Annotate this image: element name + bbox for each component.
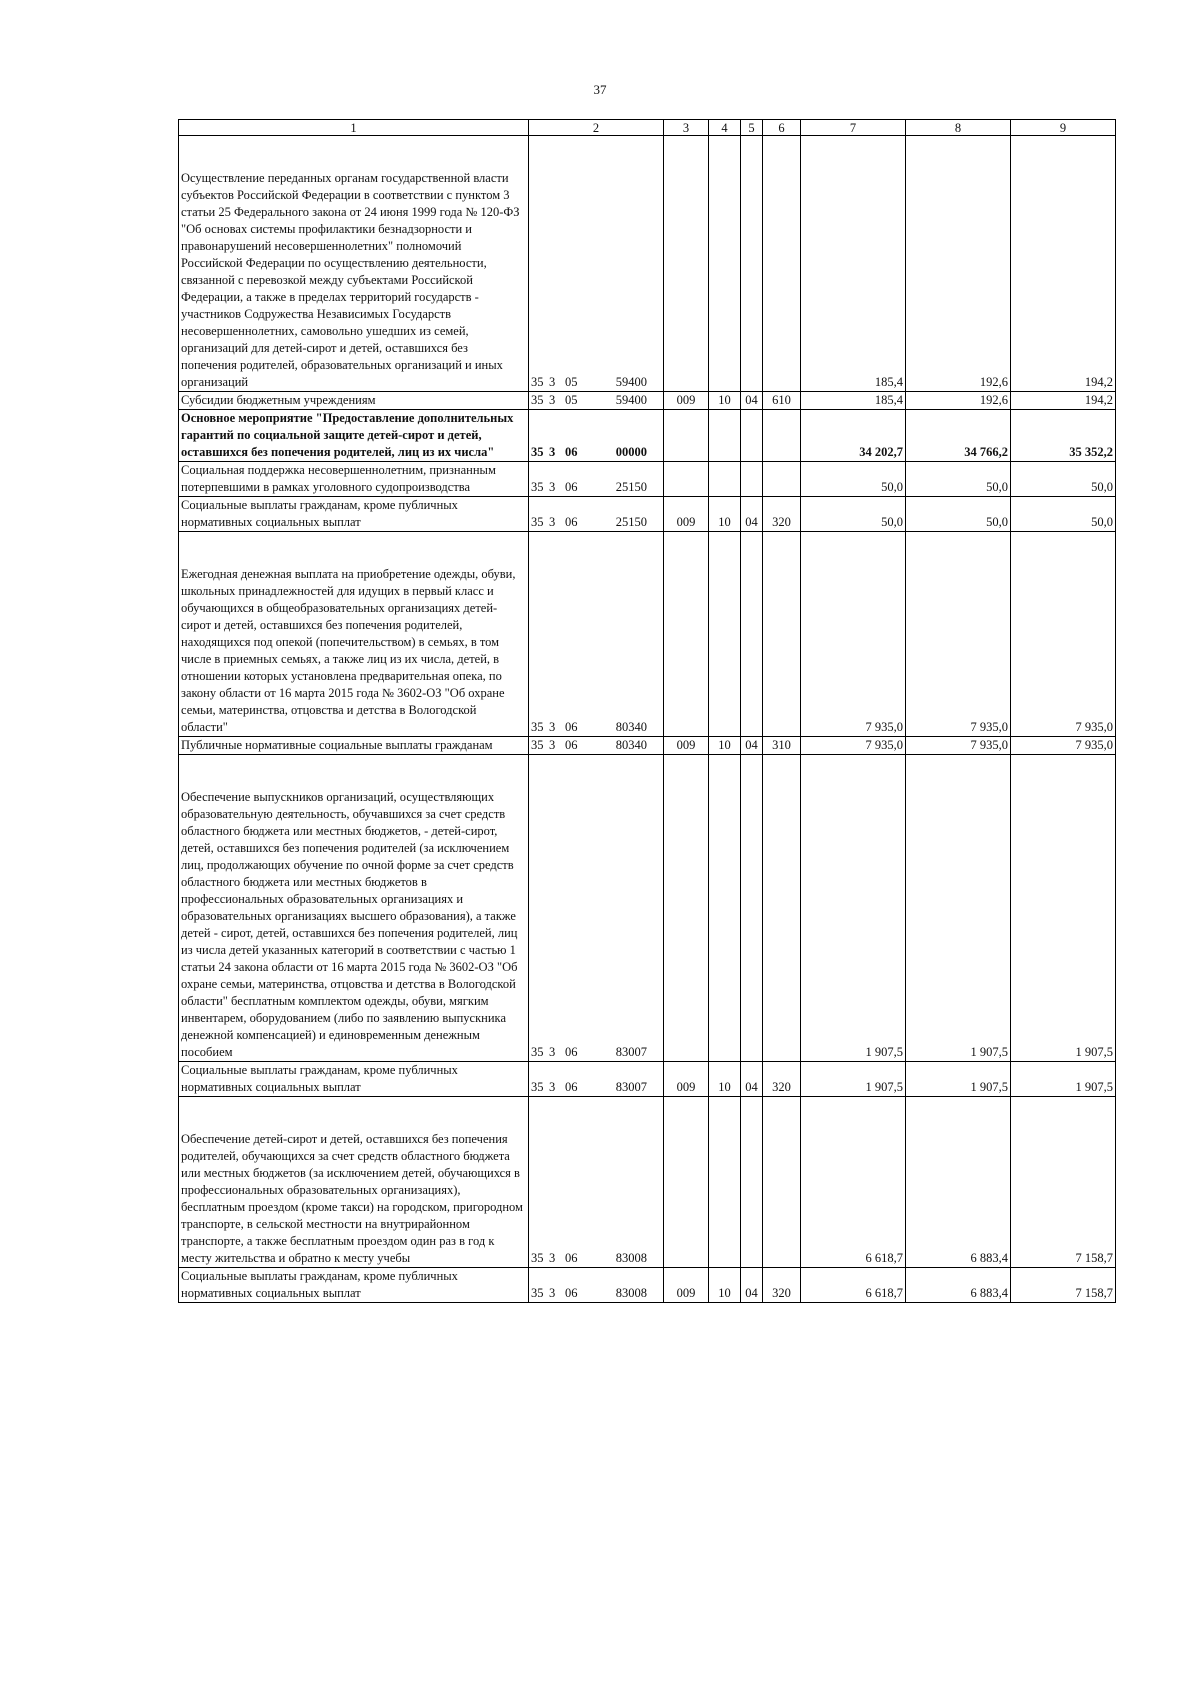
section-code: 10 bbox=[709, 1268, 741, 1303]
amount-year-2: 1 907,5 bbox=[906, 1062, 1011, 1097]
row-description: Социальные выплаты гражданам, кроме публичных нормативных социальных выплат bbox=[179, 1268, 529, 1303]
section-code: 10 bbox=[709, 392, 741, 410]
expense-type-code: 320 bbox=[763, 1268, 801, 1303]
amount-year-1: 1 907,5 bbox=[801, 1062, 906, 1097]
amount-year-1: 6 618,7 bbox=[801, 1097, 906, 1268]
code-part: 3 bbox=[549, 720, 556, 734]
code-part: 3 bbox=[549, 375, 556, 389]
grbs-code: 009 bbox=[664, 392, 709, 410]
code-part: 3 bbox=[549, 1286, 556, 1300]
code-part: 06 bbox=[565, 480, 578, 494]
expense-type-code: 320 bbox=[763, 1062, 801, 1097]
header-cell-6: 6 bbox=[763, 120, 801, 136]
code-part: 83007 bbox=[615, 1045, 647, 1059]
amount-year-2: 192,6 bbox=[906, 392, 1011, 410]
expense-type-code bbox=[763, 755, 801, 1062]
grbs-code bbox=[664, 1097, 709, 1268]
subsection-code: 04 bbox=[741, 497, 763, 532]
code-part: 06 bbox=[565, 1251, 578, 1265]
grbs-code: 009 bbox=[664, 737, 709, 755]
table-row bbox=[179, 136, 1116, 392]
table-row bbox=[179, 462, 1116, 497]
amount-year-3: 35 352,2 bbox=[1011, 410, 1116, 462]
table-row bbox=[179, 497, 1116, 532]
section-code bbox=[709, 1097, 741, 1268]
amount-year-3: 7 935,0 bbox=[1011, 532, 1116, 737]
amount-year-1: 7 935,0 bbox=[801, 737, 906, 755]
table-row bbox=[179, 1097, 1116, 1268]
table-row bbox=[179, 1062, 1116, 1097]
code-part: 3 bbox=[549, 1045, 556, 1059]
expense-type-code: 610 bbox=[763, 392, 801, 410]
code-part: 35 bbox=[531, 445, 544, 459]
section-code bbox=[709, 532, 741, 737]
code-part: 05 bbox=[565, 375, 578, 389]
header-cell-4: 4 bbox=[709, 120, 741, 136]
code-part: 3 bbox=[549, 393, 556, 407]
amount-year-1: 7 935,0 bbox=[801, 532, 906, 737]
code-part: 35 bbox=[531, 720, 544, 734]
grbs-code bbox=[664, 136, 709, 392]
code-part: 3 bbox=[549, 1251, 556, 1265]
row-description: Осуществление переданных органам государственной власти субъектов Российской Федерации в соответствии с пунктом 3 статьи 25 Федерального закона от 24 июня 1999 года № 120-ФЗ "Об основах системы профилактики безнадзорности и правонарушений несовершеннолетних" полномочий Российской Федерации по осуществлению деятельности, связанной с перевозкой между субъектами Российской Федерации, а также в пределах территорий государств - участников Содружества Независимых Государств несовершеннолетних, самовольно ушедших из семей, организаций для детей-сирот и детей, оставшихся без попечения родителей, образовательных организаций и иных организаций bbox=[179, 136, 529, 392]
code-part: 25150 bbox=[615, 515, 647, 529]
code-part: 06 bbox=[565, 515, 578, 529]
subsection-code: 04 bbox=[741, 392, 763, 410]
row-description: Субсидии бюджетным учреждениям bbox=[179, 392, 529, 410]
table-row bbox=[179, 1268, 1116, 1303]
amount-year-2: 7 935,0 bbox=[906, 532, 1011, 737]
code-part: 35 bbox=[531, 480, 544, 494]
row-description: Основное мероприятие "Предоставление дополнительных гарантий по социальной защите детей-сирот и детей, оставшихся без попечения родителей, лиц из их числа" bbox=[179, 410, 529, 462]
expense-type-code bbox=[763, 136, 801, 392]
section-code bbox=[709, 136, 741, 392]
amount-year-1: 1 907,5 bbox=[801, 755, 906, 1062]
amount-year-2: 6 883,4 bbox=[906, 1097, 1011, 1268]
table-row bbox=[179, 755, 1116, 1062]
subsection-code bbox=[741, 1097, 763, 1268]
code-part: 05 bbox=[565, 393, 578, 407]
amount-year-3: 7 158,7 bbox=[1011, 1268, 1116, 1303]
grbs-code bbox=[664, 755, 709, 1062]
code-part: 83008 bbox=[615, 1286, 647, 1300]
target-article-code bbox=[529, 392, 664, 410]
code-part: 06 bbox=[565, 445, 578, 459]
target-article-code bbox=[529, 532, 664, 737]
expense-type-code bbox=[763, 532, 801, 737]
amount-year-1: 50,0 bbox=[801, 497, 906, 532]
amount-year-3: 1 907,5 bbox=[1011, 755, 1116, 1062]
amount-year-3: 7 158,7 bbox=[1011, 1097, 1116, 1268]
subsection-code: 04 bbox=[741, 737, 763, 755]
code-part: 3 bbox=[549, 738, 556, 752]
code-part: 3 bbox=[549, 445, 556, 459]
amount-year-2: 1 907,5 bbox=[906, 755, 1011, 1062]
code-part: 35 bbox=[531, 1080, 544, 1094]
code-part: 3 bbox=[549, 1080, 556, 1094]
code-part: 06 bbox=[565, 1286, 578, 1300]
code-part: 00000 bbox=[615, 445, 647, 459]
subsection-code bbox=[741, 755, 763, 1062]
amount-year-3: 194,2 bbox=[1011, 136, 1116, 392]
code-part: 06 bbox=[565, 720, 578, 734]
page-number: 37 bbox=[593, 82, 607, 97]
row-description: Обеспечение детей-сирот и детей, оставшихся без попечения родителей, обучающихся за счет средств областного бюджета или местных бюджетов (за исключением детей, обучающихся в профессиональных образовательных организациях), бесплатным проездом (кроме такси) на городском, пригородном транспорте, в сельской местности на внутрирайонном транспорте, а также бесплатным проездом один раз в год к месту жительства и обратно к месту учебы bbox=[179, 1097, 529, 1268]
target-article-code bbox=[529, 1062, 664, 1097]
section-code bbox=[709, 462, 741, 497]
grbs-code bbox=[664, 532, 709, 737]
expense-type-code bbox=[763, 410, 801, 462]
amount-year-1: 185,4 bbox=[801, 136, 906, 392]
subsection-code: 04 bbox=[741, 1062, 763, 1097]
subsection-code bbox=[741, 136, 763, 392]
code-part: 80340 bbox=[615, 720, 647, 734]
section-code: 10 bbox=[709, 497, 741, 532]
header-cell-1: 1 bbox=[179, 120, 529, 136]
target-article-code bbox=[529, 462, 664, 497]
amount-year-2: 50,0 bbox=[906, 462, 1011, 497]
code-part: 25150 bbox=[615, 480, 647, 494]
section-code: 10 bbox=[709, 737, 741, 755]
row-description: Социальные выплаты гражданам, кроме публичных нормативных социальных выплат bbox=[179, 497, 529, 532]
code-part: 35 bbox=[531, 515, 544, 529]
amount-year-2: 7 935,0 bbox=[906, 737, 1011, 755]
table-row bbox=[179, 392, 1116, 410]
code-part: 3 bbox=[549, 480, 556, 494]
grbs-code: 009 bbox=[664, 1062, 709, 1097]
expense-type-code: 320 bbox=[763, 497, 801, 532]
table-row bbox=[179, 532, 1116, 737]
row-description: Ежегодная денежная выплата на приобретение одежды, обуви, школьных принадлежностей для идущих в первый класс и обучающихся в общеобразовательных организациях детей-сирот и детей, оставшихся без попечения родителей, находящихся под опекой (попечительством) в семьях, в том числе в приемных семьях, а также лиц из их числа, детей, в отношении которых установлена предварительная опека, по закону области от 16 марта 2015 года № 3602-ОЗ "Об охране семьи, материнства, отцовства и детства в Вологодской области" bbox=[179, 532, 529, 737]
header-cell-3: 3 bbox=[664, 120, 709, 136]
target-article-code bbox=[529, 1268, 664, 1303]
amount-year-2: 192,6 bbox=[906, 136, 1011, 392]
subsection-code bbox=[741, 532, 763, 737]
amount-year-1: 6 618,7 bbox=[801, 1268, 906, 1303]
subsection-code bbox=[741, 462, 763, 497]
amount-year-3: 1 907,5 bbox=[1011, 1062, 1116, 1097]
code-part: 59400 bbox=[615, 375, 647, 389]
code-part: 06 bbox=[565, 1080, 578, 1094]
code-part: 35 bbox=[531, 1251, 544, 1265]
code-part: 59400 bbox=[615, 393, 647, 407]
row-description: Обеспечение выпускников организаций, осуществляющих образовательную деятельность, обучавшихся за счет средств областного бюджета или местных бюджетов, - детей-сирот, детей, оставшихся без попечения родителей (за исключением лиц, продолжающих обучение по очной форме за счет средств областного бюджета или местных бюджетов в профессиональных образовательных организациях и образовательных организациях высшего образования), а также детей - сирот, детей, оставшихся без попечения родителей, лиц из числа детей указанных категорий в соответствии с частью 1 статьи 24 закона области от 16 марта 2015 года № 3602-ОЗ "Об охране семьи, материнства, отцовства и детства в Вологодской области" бесплатным комплектом одежды, обуви, мягким инвентарем, оборудованием (либо по заявлению выпускника денежной компенсацией) и единовременным денежным пособием bbox=[179, 755, 529, 1062]
section-code: 10 bbox=[709, 1062, 741, 1097]
target-article-code bbox=[529, 136, 664, 392]
code-part: 35 bbox=[531, 375, 544, 389]
code-part: 35 bbox=[531, 1286, 544, 1300]
amount-year-3: 50,0 bbox=[1011, 497, 1116, 532]
header-cell-9: 9 bbox=[1011, 120, 1116, 136]
target-article-code bbox=[529, 410, 664, 462]
target-article-code bbox=[529, 755, 664, 1062]
amount-year-2: 34 766,2 bbox=[906, 410, 1011, 462]
grbs-code: 009 bbox=[664, 497, 709, 532]
code-part: 3 bbox=[549, 515, 556, 529]
amount-year-1: 50,0 bbox=[801, 462, 906, 497]
table-row bbox=[179, 410, 1116, 462]
amount-year-3: 50,0 bbox=[1011, 462, 1116, 497]
amount-year-3: 194,2 bbox=[1011, 392, 1116, 410]
row-description: Социальные выплаты гражданам, кроме публичных нормативных социальных выплат bbox=[179, 1062, 529, 1097]
header-cell-5: 5 bbox=[741, 120, 763, 136]
column-number-header bbox=[179, 120, 1116, 136]
grbs-code bbox=[664, 410, 709, 462]
amount-year-1: 34 202,7 bbox=[801, 410, 906, 462]
grbs-code: 009 bbox=[664, 1268, 709, 1303]
code-part: 80340 bbox=[615, 738, 647, 752]
code-part: 35 bbox=[531, 1045, 544, 1059]
expense-type-code: 310 bbox=[763, 737, 801, 755]
code-part: 06 bbox=[565, 1045, 578, 1059]
amount-year-2: 6 883,4 bbox=[906, 1268, 1011, 1303]
section-code bbox=[709, 755, 741, 1062]
code-part: 35 bbox=[531, 738, 544, 752]
target-article-code bbox=[529, 737, 664, 755]
grbs-code bbox=[664, 462, 709, 497]
expense-type-code bbox=[763, 1097, 801, 1268]
amount-year-2: 50,0 bbox=[906, 497, 1011, 532]
subsection-code: 04 bbox=[741, 1268, 763, 1303]
expense-type-code bbox=[763, 462, 801, 497]
subsection-code bbox=[741, 410, 763, 462]
budget-table bbox=[178, 119, 1116, 1303]
code-part: 06 bbox=[565, 738, 578, 752]
header-cell-2: 2 bbox=[529, 120, 664, 136]
code-part: 83008 bbox=[615, 1251, 647, 1265]
section-code bbox=[709, 410, 741, 462]
target-article-code bbox=[529, 1097, 664, 1268]
amount-year-1: 185,4 bbox=[801, 392, 906, 410]
code-part: 83007 bbox=[615, 1080, 647, 1094]
code-part: 35 bbox=[531, 393, 544, 407]
target-article-code bbox=[529, 497, 664, 532]
header-cell-7: 7 bbox=[801, 120, 906, 136]
header-cell-8: 8 bbox=[906, 120, 1011, 136]
table-row bbox=[179, 737, 1116, 755]
amount-year-3: 7 935,0 bbox=[1011, 737, 1116, 755]
row-description: Публичные нормативные социальные выплаты гражданам bbox=[179, 737, 529, 755]
row-description: Социальная поддержка несовершеннолетним, признанным потерпевшими в рамках уголовного судопроизводства bbox=[179, 462, 529, 497]
